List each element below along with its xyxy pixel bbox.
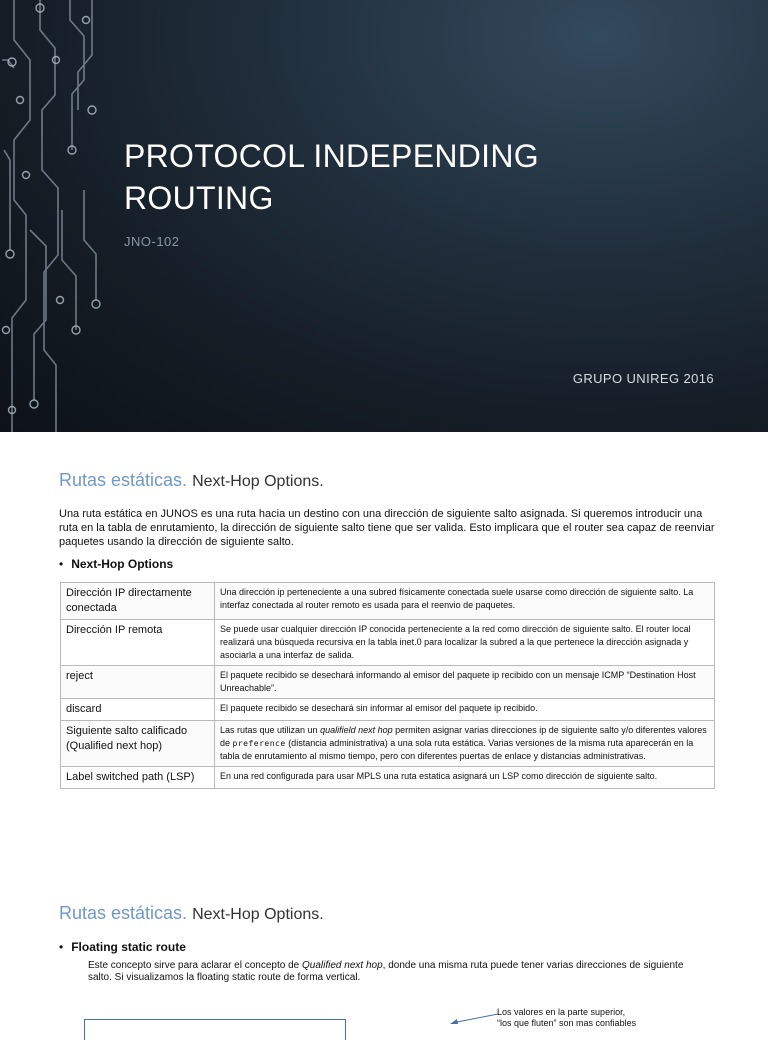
para-text-pre: Este concepto sirve para aclarar el concepto de (88, 960, 303, 971)
option-name: Dirección IP directamente conectada (61, 583, 215, 620)
table-row (61, 767, 715, 789)
section-heading-2 (59, 903, 324, 924)
next-hop-options-table (60, 582, 715, 789)
option-description: Una dirección ip perteneciente a una subred físicamente conectada suele usarse como dirección de siguiente salto. La interfaz conectada al router remoto es usada para el reenvio de paquetes. (215, 583, 715, 620)
table-row (61, 721, 715, 767)
heading-rest: Next-Hop Options. (192, 473, 324, 490)
slide-title (124, 135, 724, 219)
slide-footer: GRUPO UNIREG 2016 (572, 371, 714, 386)
title-slide (0, 0, 768, 432)
option-description: Se puede usar cualquier dirección IP conocida perteneciente a la red como dirección de siguiente salto. El router local realizará una búsqueda recursiva en la tabla inet.0 para localizar la subred a la que pertenece la dirección asignada y asociarla a una interfaz de salida. (215, 620, 715, 666)
option-description: El paquete recibido se desechará informando al emisor del paquete ip recibido con un mensaje ICMP “Destination Host Unreachable”. (215, 666, 715, 699)
floating-route-paragraph (88, 960, 708, 984)
heading-rest: Next-Hop Options. (192, 906, 324, 923)
para-text-italic: Qualified next hop (302, 960, 383, 971)
desc-text-post: (distancia administrativa) a una sola ruta estática. Varias versiones de la misma ruta aparecerán en la tabla de enrutamiento al mismo tiempo, pero con diferentes puertas de enlace y distancias administrativas. (220, 738, 694, 761)
option-name: discard (61, 699, 215, 721)
para-text-post: , donde una misma ruta puede tener varias direcciones de siguiente salto. Si visualizamos la floating static route de forma vertical. (88, 960, 684, 983)
diagram-note (497, 1007, 636, 1029)
option-name: Siguiente salto calificado (Qualified next hop) (61, 721, 215, 767)
heading-accent: Rutas estáticas. (59, 470, 188, 490)
note-line-2: “los que fluten” son mas confiables (497, 1018, 637, 1028)
table-row (61, 666, 715, 699)
section-heading (59, 470, 324, 491)
option-name: reject (61, 666, 215, 699)
option-name: Label switched path (LSP) (61, 767, 215, 789)
title-line-1: PROTOCOL INDEPENDING (124, 138, 539, 174)
slide-subtitle: JNO-102 (124, 234, 180, 249)
bullet-floating-static-route (59, 940, 186, 954)
route-diagram-box (84, 1019, 346, 1040)
desc-text-pre: Las rutas que utilizan un (220, 725, 321, 735)
circuit-decoration (0, 0, 110, 432)
note-line-1: Los valores en la parte superior, (497, 1007, 626, 1017)
table-row (61, 583, 715, 620)
option-description (215, 721, 715, 767)
bullet-label: Floating static route (71, 940, 186, 954)
title-line-2: ROUTING (124, 180, 274, 216)
desc-text-mid: permiten asignar varias direcciones ip de siguiente salto y/o diferentes valores de (220, 725, 707, 748)
table-row (61, 620, 715, 666)
option-description: El paquete recibido se desechará sin informar al emisor del paquete ip recibido. (215, 699, 715, 721)
bullet-dot: • (59, 940, 64, 954)
intro-paragraph: Una ruta estática en JUNOS es una ruta hacia un destino con una dirección de siguiente salto asignada. Si queremos introducir una ruta en la tabla de enrutamiento, la dirección de siguiente salto tiene que ser valida. Esto implicara que el router sea capaz de reenviar paquetes usando la dirección de siguiente salto. (59, 508, 715, 548)
option-name: Dirección IP remota (61, 620, 215, 666)
table-row (61, 699, 715, 721)
bullet-dot: • (59, 557, 64, 571)
desc-text-italic: qualifield next hop (320, 725, 393, 735)
bullet-next-hop-options (59, 557, 173, 571)
bullet-label: Next-Hop Options (71, 557, 174, 571)
option-description: En una red configurada para usar MPLS una ruta estatica asignará un LSP como dirección de siguiente salto. (215, 767, 715, 789)
desc-text-mono: preference (232, 739, 286, 748)
heading-accent: Rutas estáticas. (59, 903, 188, 923)
